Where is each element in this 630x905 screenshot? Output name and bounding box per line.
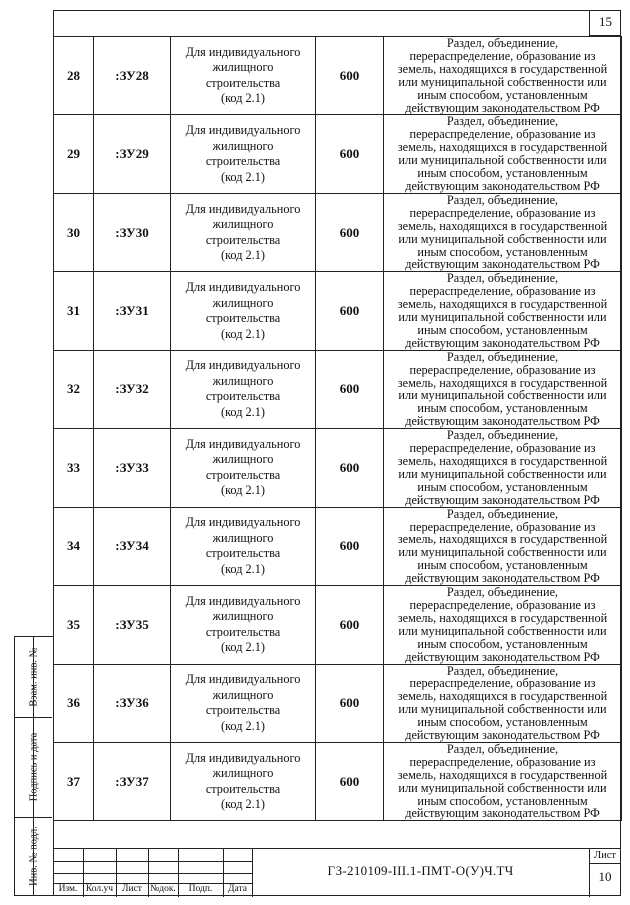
formation-method-line: или муниципальной собственности или: [398, 153, 607, 168]
formation-method-line: Раздел, объединение,: [446, 114, 559, 129]
permitted-use-line: (код 2.1): [220, 91, 266, 106]
table-body: [54, 37, 622, 821]
formation-method-line: действующим законодательством РФ: [405, 806, 600, 821]
permitted-use-line: Для индивидуального: [185, 515, 301, 530]
formation-method-line: Раздел, объединение,: [446, 271, 559, 286]
row-number: 35: [54, 586, 94, 664]
plot-area: 600: [316, 272, 384, 350]
plot-area: 600: [316, 193, 384, 271]
permitted-use-line: (код 2.1): [220, 718, 266, 733]
permitted-use-line: жилищного: [212, 452, 274, 467]
plot-code: :ЗУ29: [94, 115, 171, 193]
formation-method-line: действующим законодательством РФ: [405, 649, 600, 664]
formation-method: [384, 37, 622, 115]
formation-method-line: перераспределение, образование из: [409, 754, 596, 769]
formation-method-line: действующим законодательством РФ: [405, 414, 600, 429]
permitted-use-line: Для индивидуального: [185, 750, 301, 765]
formation-method-line: перераспределение, образование из: [409, 127, 596, 142]
formation-method-line: иным способом, установленным: [417, 166, 588, 181]
formation-method-line: земель, находящихся в государственной: [397, 297, 608, 312]
formation-method-line: земель, находящихся в государственной: [397, 532, 608, 547]
document-number: ГЗ-210109-III.1-ПМТ-О(У)Ч.ТЧ: [327, 863, 514, 878]
plot-code: :ЗУ33: [94, 429, 171, 507]
permitted-use: [171, 429, 316, 507]
formation-method-line: земель, находящихся в государственной: [397, 454, 608, 468]
permitted-use-line: жилищного: [212, 60, 274, 75]
formation-method-line: перераспределение, образование из: [409, 362, 596, 377]
formation-method-line: или муниципальной собственности или: [398, 702, 607, 717]
formation-method-line: или муниципальной собственности или: [398, 74, 607, 89]
permitted-use-line: строительства: [205, 154, 281, 169]
page-number: 15: [589, 10, 621, 36]
title-block: [53, 848, 621, 896]
formation-method-line: иным способом, установленным: [417, 244, 588, 259]
row-number: 34: [54, 507, 94, 585]
formation-method-line: земель, находящихся в государственной: [397, 218, 608, 233]
formation-method-line: или муниципальной собственности или: [398, 388, 607, 403]
row-number: 33: [54, 429, 94, 507]
permitted-use-line: (код 2.1): [220, 561, 266, 576]
plot-area: 600: [316, 429, 384, 507]
formation-method-line: земель, находящихся в государственной: [397, 61, 608, 76]
plot-area: 600: [316, 586, 384, 664]
formation-method-line: земель, находящихся в государственной: [397, 610, 608, 625]
formation-method-line: действующим законодательством РФ: [405, 728, 600, 743]
formation-method: [384, 350, 622, 428]
formation-method-line: иным способом, установленным: [417, 479, 588, 494]
approval-sidebar: [14, 636, 53, 896]
permitted-use: [171, 193, 316, 271]
formation-method-line: Раздел, объединение,: [446, 506, 559, 521]
permitted-use-line: строительства: [205, 389, 281, 404]
formation-method-line: земель, находящихся в государственной: [397, 375, 608, 390]
permitted-use-line: жилищного: [212, 530, 274, 545]
formation-method-line: иным способом, установленным: [417, 793, 588, 808]
row-number: 28: [54, 37, 94, 115]
sidebar-label-inventory: Инв. № подл.: [28, 826, 39, 886]
plot-code: :ЗУ36: [94, 664, 171, 742]
permitted-use: [171, 507, 316, 585]
permitted-use: [171, 664, 316, 742]
formation-method-line: или муниципальной собственности или: [398, 780, 607, 795]
formation-method: [384, 193, 622, 271]
formation-method-line: Раздел, объединение,: [446, 585, 559, 600]
plot-code: :ЗУ30: [94, 193, 171, 271]
sidebar-label-signature: Подпись и дата: [28, 732, 39, 802]
plot-area: 600: [316, 115, 384, 193]
formation-method-line: действующим законодательством РФ: [405, 100, 600, 115]
row-number: 36: [54, 664, 94, 742]
table-row: [54, 429, 622, 507]
permitted-use-line: Для индивидуального: [185, 201, 301, 216]
formation-method-line: действующим законодательством РФ: [405, 571, 600, 586]
permitted-use-line: строительства: [205, 781, 281, 796]
plot-area: 600: [316, 350, 384, 428]
formation-method-line: иным способом, установленным: [417, 558, 588, 573]
permitted-use-line: Для индивидуального: [185, 123, 301, 138]
permitted-use-line: жилищного: [212, 138, 274, 153]
formation-method: [384, 586, 622, 664]
formation-method-line: перераспределение, образование из: [409, 284, 596, 299]
formation-method-line: иным способом, установленным: [417, 636, 588, 651]
permitted-use: [171, 272, 316, 350]
permitted-use-line: (код 2.1): [220, 248, 266, 263]
row-number: 37: [54, 742, 94, 820]
row-number: 30: [54, 193, 94, 271]
plot-code: :ЗУ31: [94, 272, 171, 350]
formation-method-line: перераспределение, образование из: [409, 441, 596, 456]
formation-method-line: земель, находящихся в государственной: [397, 767, 608, 782]
permitted-use-line: жилищного: [212, 217, 274, 232]
permitted-use-line: Для индивидуального: [185, 593, 301, 608]
permitted-use-line: (код 2.1): [220, 404, 266, 419]
permitted-use-line: (код 2.1): [220, 640, 266, 655]
stamp-header-signature: Подп.: [188, 884, 213, 894]
formation-method-line: Раздел, объединение,: [446, 36, 559, 50]
stamp-line: [589, 863, 621, 864]
plot-code: :ЗУ37: [94, 742, 171, 820]
stamp-header-count: Кол.уч: [85, 884, 114, 894]
permitted-use-line: строительства: [205, 75, 281, 90]
permitted-use-line: Для индивидуального: [185, 44, 301, 59]
permitted-use-line: жилищного: [212, 609, 274, 624]
table-row: [54, 272, 622, 350]
permitted-use-line: жилищного: [212, 373, 274, 388]
formation-method-line: Раздел, объединение,: [446, 741, 559, 756]
formation-method: [384, 507, 622, 585]
land-plot-table: [53, 36, 622, 821]
permitted-use-line: строительства: [205, 624, 281, 639]
formation-method-line: или муниципальной собственности или: [398, 310, 607, 325]
formation-method-line: или муниципальной собственности или: [398, 231, 607, 246]
formation-method-line: Раздел, объединение,: [446, 349, 559, 364]
permitted-use-line: (код 2.1): [220, 169, 266, 184]
formation-method-line: земель, находящихся в государственной: [397, 140, 608, 155]
permitted-use-line: строительства: [205, 232, 281, 247]
plot-code: :ЗУ34: [94, 507, 171, 585]
table-row: [54, 193, 622, 271]
formation-method: [384, 115, 622, 193]
permitted-use-line: Для индивидуального: [185, 280, 301, 295]
formation-method-line: действующим законодательством РФ: [405, 178, 600, 193]
permitted-use: [171, 37, 316, 115]
formation-method: [384, 429, 622, 507]
formation-method-line: перераспределение, образование из: [409, 519, 596, 534]
permitted-use: [171, 742, 316, 820]
permitted-use-line: жилищного: [212, 295, 274, 310]
formation-method-line: действующим законодательством РФ: [405, 257, 600, 272]
formation-method-line: Раздел, объединение,: [446, 192, 559, 207]
row-number: 31: [54, 272, 94, 350]
permitted-use-line: (код 2.1): [220, 326, 266, 341]
plot-area: 600: [316, 742, 384, 820]
formation-method-line: или муниципальной собственности или: [398, 466, 607, 481]
permitted-use-line: жилищного: [212, 687, 274, 702]
formation-method-line: иным способом, установленным: [417, 87, 588, 102]
stamp-header-sheet: Лист: [122, 884, 142, 894]
formation-method: [384, 664, 622, 742]
formation-method-line: действующим законодательством РФ: [405, 492, 600, 507]
formation-method-line: земель, находящихся в государственной: [397, 689, 608, 704]
plot-area: 600: [316, 507, 384, 585]
plot-area: 600: [316, 37, 384, 115]
formation-method-line: перераспределение, образование из: [409, 597, 596, 612]
formation-method: [384, 742, 622, 820]
plot-code: :ЗУ32: [94, 350, 171, 428]
permitted-use-line: (код 2.1): [220, 797, 266, 812]
plot-area: 600: [316, 664, 384, 742]
permitted-use-line: (код 2.1): [220, 483, 266, 498]
plot-code: :ЗУ35: [94, 586, 171, 664]
table-row: [54, 350, 622, 428]
table-row: [54, 507, 622, 585]
sidebar-label-replacement: Взам. инв. №: [28, 647, 39, 707]
formation-method-line: иным способом, установленным: [417, 715, 588, 730]
permitted-use-line: Для индивидуального: [185, 672, 301, 687]
formation-method-line: перераспределение, образование из: [409, 205, 596, 220]
table-row: [54, 37, 622, 115]
table-row: [54, 664, 622, 742]
formation-method-line: перераспределение, образование из: [409, 48, 596, 63]
permitted-use-line: строительства: [205, 546, 281, 561]
sheet-number: 10: [598, 869, 612, 884]
stamp-header-docnum: №док.: [150, 884, 176, 894]
sidebar-divider: [33, 637, 34, 895]
table-row: [54, 115, 622, 193]
formation-method-line: действующим законодательством РФ: [405, 335, 600, 350]
permitted-use: [171, 115, 316, 193]
formation-method: [384, 272, 622, 350]
formation-method-line: Раздел, объединение,: [446, 428, 559, 443]
stamp-header-date: Дата: [228, 884, 247, 894]
stamp-header-change: Изм.: [58, 884, 78, 894]
table-row: [54, 742, 622, 820]
formation-method-line: перераспределение, образование из: [409, 676, 596, 691]
permitted-use-line: Для индивидуального: [185, 436, 301, 451]
row-number: 29: [54, 115, 94, 193]
permitted-use-line: строительства: [205, 703, 281, 718]
formation-method-line: иным способом, установленным: [417, 322, 588, 337]
permitted-use: [171, 586, 316, 664]
formation-method-line: или муниципальной собственности или: [398, 545, 607, 560]
formation-method-line: Раздел, объединение,: [446, 663, 559, 678]
sheet-label: Лист: [594, 850, 616, 861]
plot-code: :ЗУ28: [94, 37, 171, 115]
row-number: 32: [54, 350, 94, 428]
permitted-use-line: жилищного: [212, 766, 274, 781]
permitted-use-line: строительства: [205, 467, 281, 482]
formation-method-line: или муниципальной собственности или: [398, 623, 607, 638]
table-row: [54, 586, 622, 664]
permitted-use-line: строительства: [205, 311, 281, 326]
permitted-use-line: Для индивидуального: [185, 358, 301, 373]
permitted-use: [171, 350, 316, 428]
formation-method-line: иным способом, установленным: [417, 401, 588, 416]
